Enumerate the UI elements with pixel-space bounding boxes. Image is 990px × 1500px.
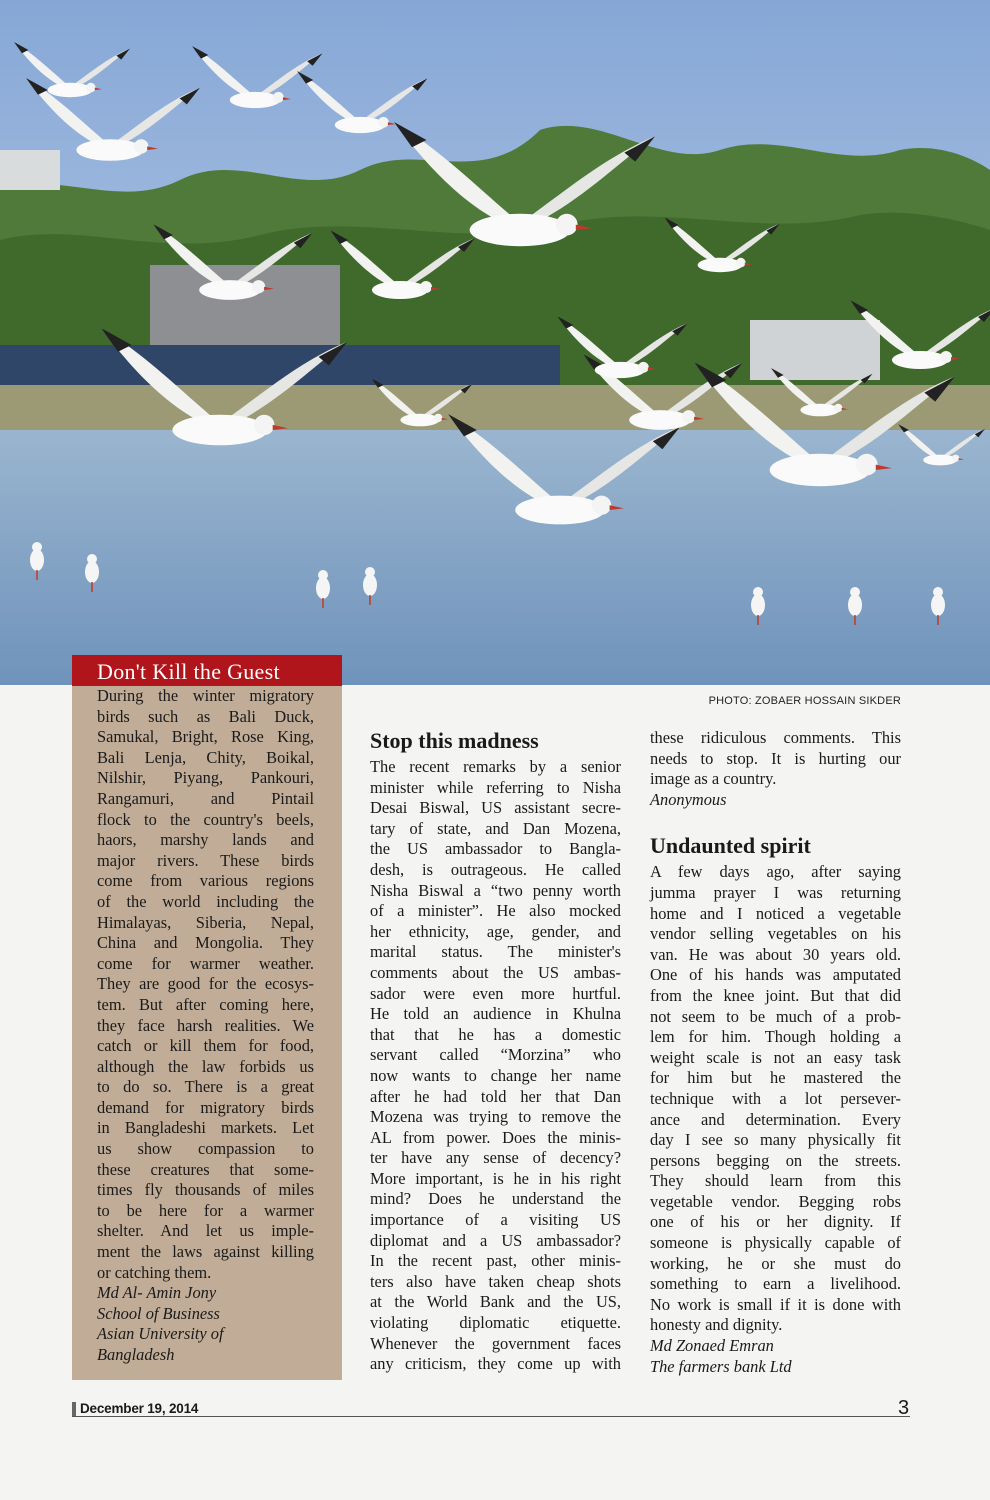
- text-line: needs to stop. It is hurting our: [650, 748, 901, 768]
- right-column: [650, 728, 901, 1377]
- page-number: 3: [898, 1397, 910, 1419]
- text-line: flock to the country's beels,: [97, 809, 314, 829]
- text-line: One of his hands was amputated: [650, 965, 901, 985]
- text-line: of a minister”. He also mocked: [370, 901, 621, 921]
- signature-line: The farmers bank Ltd: [650, 1356, 792, 1376]
- text-line: catch or kill them for food,: [97, 1036, 314, 1056]
- footer-bar: [72, 1402, 76, 1417]
- text-line: AL from power. Does the minis-: [370, 1127, 621, 1147]
- sidebar-article-text: [97, 686, 314, 1283]
- text-line: in Bangladeshi markets. Let: [97, 1118, 314, 1138]
- continuation-signature: Anonymous: [650, 789, 727, 809]
- text-line: lem for him. Though holding a: [650, 1027, 901, 1047]
- text-line: A few days ago, after saying: [650, 862, 901, 882]
- middle-article-title: Stop this madness: [370, 728, 539, 753]
- text-line: her ethnicity, age, gender, and: [370, 921, 621, 941]
- text-line: The recent remarks by a senior: [370, 757, 621, 776]
- text-line: sador were even more hurtful.: [370, 983, 621, 1003]
- text-line: from the knee joint. But that did: [650, 985, 901, 1005]
- text-line: come from various regions: [97, 871, 314, 891]
- gulls-flying-photo-icon: [0, 0, 990, 685]
- text-line: vendor selling vegetables on his: [650, 924, 901, 944]
- text-line: these creatures that some-: [97, 1159, 314, 1179]
- text-line: or catching them.: [97, 1262, 212, 1282]
- text-line: working, he or she must do: [650, 1253, 901, 1273]
- signature-line: Md Zonaed Emran: [650, 1336, 774, 1356]
- text-line: comments about the US ambas-: [370, 962, 621, 982]
- text-line: He told an audience in Khulna: [370, 1004, 621, 1024]
- text-line: these ridiculous comments. This: [650, 728, 901, 747]
- middle-article-text: [370, 757, 621, 1375]
- text-line: come for warmer weather.: [97, 953, 314, 973]
- text-line: servant called “Morzina” who: [370, 1045, 621, 1065]
- text-line: China and Mongolia. They: [97, 933, 314, 953]
- text-line: birds such as Bali Duck,: [97, 706, 314, 726]
- footer-date: December 19, 2014: [80, 1401, 199, 1416]
- sidebar-article-body: [97, 686, 314, 1366]
- text-line: someone is physically capable of: [650, 1233, 901, 1253]
- text-line: Rangamuri, and Pintail: [97, 788, 314, 808]
- text-line: day I see so many physically fit: [650, 1130, 901, 1150]
- text-line: Bali Lenja, Chity, Boikal,: [97, 747, 314, 767]
- footer-rule: [72, 1416, 910, 1417]
- text-line: More important, is he in his right: [370, 1168, 621, 1188]
- sidebar-article-signature: [97, 1283, 314, 1365]
- text-line: any criticism, they come up with: [370, 1354, 621, 1374]
- signature-line: Asian University of: [97, 1324, 224, 1344]
- text-line: ance and determination. Every: [650, 1109, 901, 1129]
- text-line: No work is small if it is done with: [650, 1294, 901, 1314]
- text-line: vegetable vendor. Begging robs: [650, 1191, 901, 1211]
- text-line: Desai Biswal, US assistant secre-: [370, 798, 621, 818]
- photo-credit: PHOTO: ZOBAER HOSSAIN SIKDER: [708, 695, 901, 707]
- text-line: ters also have taken cheap shots: [370, 1271, 621, 1291]
- text-line: one of his or her dignity. If: [650, 1212, 901, 1232]
- signature-line: Bangladesh: [97, 1345, 175, 1364]
- text-line: us show compassion to: [97, 1139, 314, 1159]
- text-line: ment the laws against killing: [97, 1242, 314, 1262]
- text-line: violating diplomatic etiquette.: [370, 1313, 621, 1333]
- sidebar-article-box: [72, 655, 342, 1380]
- text-line: haors, marshy lands and: [97, 830, 314, 850]
- text-line: They are good for the ecosys-: [97, 974, 314, 994]
- text-line: although the law forbids us: [97, 1056, 314, 1076]
- text-line: major rivers. These birds: [97, 850, 314, 870]
- text-line: tem. But after coming here,: [97, 994, 314, 1014]
- text-line: to be here for a warmer: [97, 1200, 314, 1220]
- text-line: marital status. The minister's: [370, 942, 621, 962]
- text-line: for him but he mastered the: [650, 1068, 901, 1088]
- right-article-text: [650, 862, 901, 1336]
- text-line: importance of a visiting US: [370, 1210, 621, 1230]
- text-line: van. He was about 30 years old.: [650, 944, 901, 964]
- text-line: that that he has a domestic: [370, 1024, 621, 1044]
- header-photo: [0, 0, 990, 685]
- signature-line: Md Al- Amin Jony: [97, 1283, 217, 1303]
- text-line: Whenever the government faces: [370, 1333, 621, 1353]
- text-line: Samukal, Bright, Rose King,: [97, 727, 314, 747]
- text-line: they face harsh realities. We: [97, 1015, 314, 1035]
- text-line: home and I noticed a vegetable: [650, 903, 901, 923]
- text-line: jumma prayer I was returning: [650, 882, 901, 902]
- text-line: demand for migratory birds: [97, 1097, 314, 1117]
- signature-line: School of Business: [97, 1303, 220, 1323]
- text-line: minister while referring to Nisha: [370, 777, 621, 797]
- text-line: honesty and dignity.: [650, 1315, 783, 1335]
- text-line: desh, is outrageous. He called: [370, 859, 621, 879]
- text-line: In the recent past, other minis-: [370, 1251, 621, 1271]
- text-line: Nisha Biswal a “two penny worth: [370, 880, 621, 900]
- text-line: image as a country.: [650, 769, 777, 789]
- text-line: to do so. There is a great: [97, 1077, 314, 1097]
- text-line: They should learn from this: [650, 1171, 901, 1191]
- text-line: Nilshir, Piyang, Pankouri,: [97, 768, 314, 788]
- text-line: During the winter migratory: [97, 686, 314, 705]
- middle-article: [370, 728, 621, 1375]
- continuation-text: [650, 728, 901, 790]
- text-line: Mozena was trying to remove the: [370, 1107, 621, 1127]
- text-line: mind? Does he understand the: [370, 1189, 621, 1209]
- text-line: technique with a lot persever-: [650, 1088, 901, 1108]
- text-line: times fly thousands of miles: [97, 1180, 314, 1200]
- text-line: of the world including the: [97, 891, 314, 911]
- text-line: the US ambassador to Bangla-: [370, 839, 621, 859]
- text-line: something to earn a livelihood.: [650, 1274, 901, 1294]
- text-line: tary of state, and Dan Mozena,: [370, 818, 621, 838]
- text-line: persons begging on the streets.: [650, 1150, 901, 1170]
- text-line: not seem to be much of a prob-: [650, 1006, 901, 1026]
- text-line: after he had told her that Dan: [370, 1086, 621, 1106]
- text-line: diplomat and a US ambassador?: [370, 1230, 621, 1250]
- text-line: ter have any sense of decency?: [370, 1148, 621, 1168]
- text-line: now wants to change her name: [370, 1065, 621, 1085]
- text-line: at the World Bank and the US,: [370, 1292, 621, 1312]
- text-line: shelter. And let us imple-: [97, 1221, 314, 1241]
- right-article-title: Undaunted spirit: [650, 833, 811, 859]
- text-line: weight scale is not an easy task: [650, 1047, 901, 1067]
- right-article-signature: [650, 1336, 901, 1377]
- sidebar-article-title: Don't Kill the Guest: [72, 655, 342, 686]
- text-line: Himalayas, Siberia, Nepal,: [97, 912, 314, 932]
